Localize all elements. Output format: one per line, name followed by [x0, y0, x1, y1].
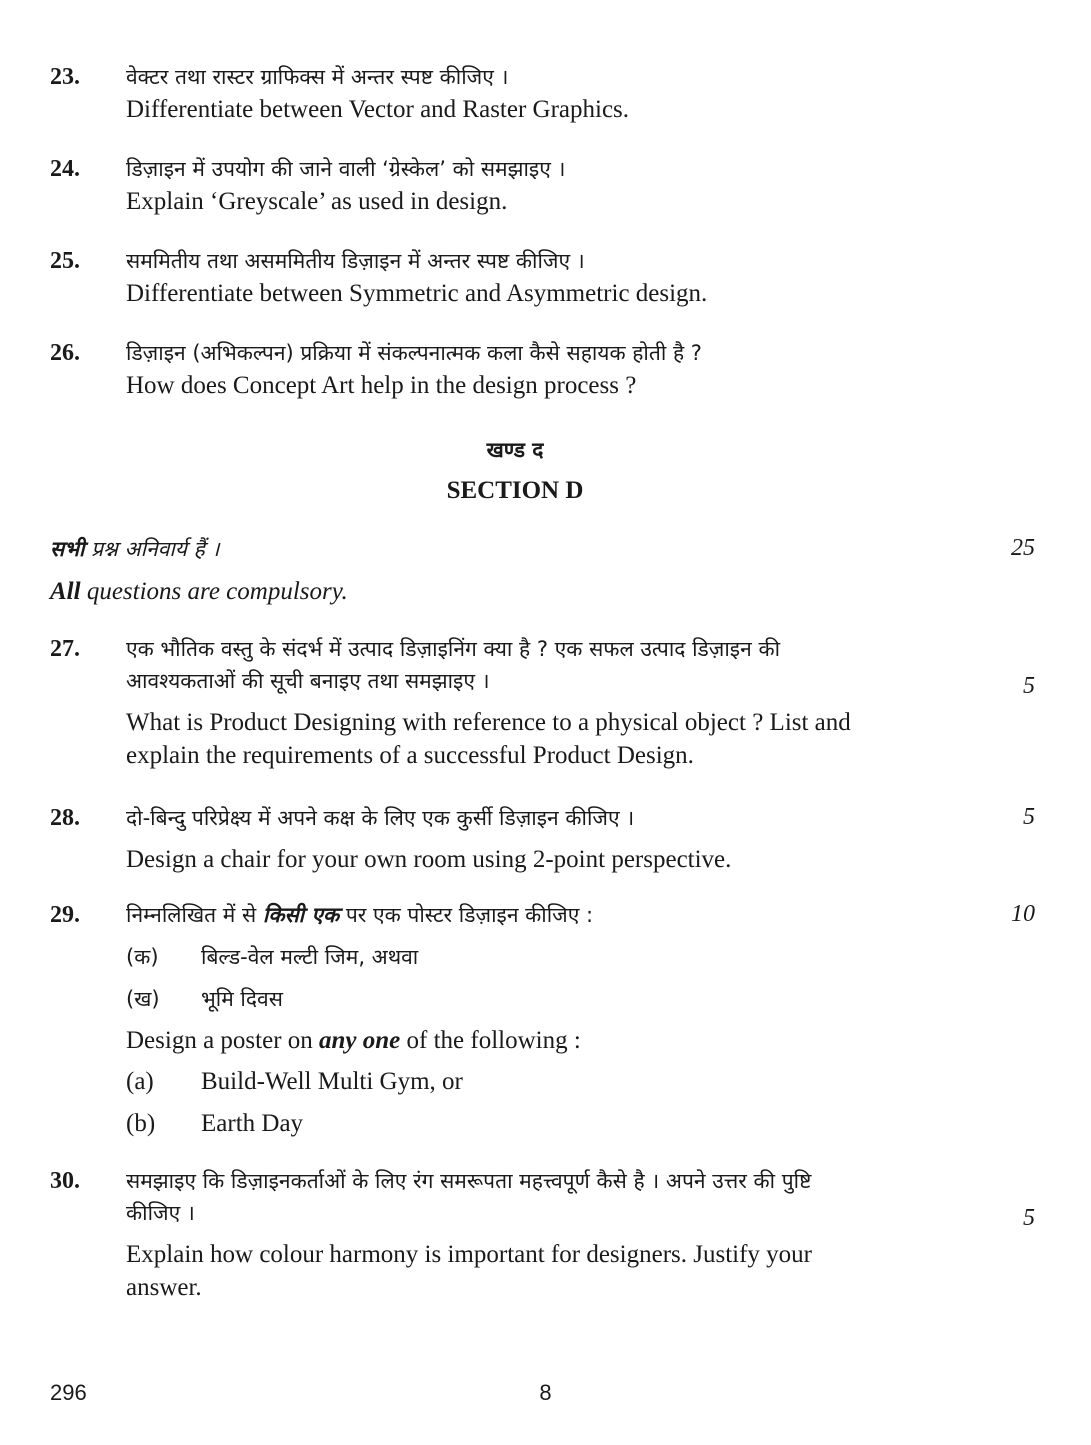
option-b-english: (b) Earth Day — [126, 1110, 304, 1137]
question-hindi-line: एक भौतिक वस्तु के संदर्भ में उत्पाद डिज़ाइनिंग क्या है ? एक सफल उत्पाद डिज़ाइन की — [126, 637, 781, 661]
page-number: 8 — [539, 1380, 552, 1405]
question-english: Explain ‘Greyscale’ as used in design. — [126, 188, 508, 215]
option-a-english: (a) Build-Well Multi Gym, or — [126, 1068, 463, 1095]
question-hindi-line: कीजिए । — [126, 1201, 195, 1225]
question-english-line: What is Product Designing with reference to a physical object ? List and — [126, 709, 851, 736]
option-b-hindi: (ख) भूमि दिवस — [126, 987, 283, 1011]
question-number: 24. — [50, 156, 80, 182]
question-marks: 10 — [1011, 901, 1035, 927]
question-marks: 5 — [1023, 1205, 1035, 1231]
question-hindi: सममितीय तथा असममितीय डिज़ाइन में अन्तर स्पष्ट कीजिए । — [126, 249, 585, 273]
question-english: Differentiate between Symmetric and Asymmetric design. — [126, 280, 708, 307]
question-30 — [50, 1165, 1035, 1304]
question-29 — [50, 899, 1035, 1140]
question-number: 26. — [50, 340, 80, 366]
question-number: 30. — [50, 1168, 80, 1194]
instruction-english: All questions are compulsory. — [50, 578, 348, 605]
question-24 — [50, 153, 1040, 218]
section-title: SECTION D — [446, 477, 584, 504]
question-hindi: दो-बिन्दु परिप्रेक्ष्य में अपने कक्ष के लिए एक कुर्सी डिज़ाइन कीजिए । — [126, 806, 635, 830]
question-marks: 5 — [1023, 673, 1035, 699]
question-hindi-line: आवश्यकताओं की सूची बनाइए तथा समझाइए । — [126, 669, 490, 693]
section-marks: 25 — [1011, 535, 1035, 561]
question-english: Design a chair for your own room using 2-point perspective. — [126, 846, 732, 873]
question-marks: 5 — [1023, 804, 1035, 830]
question-26 — [50, 337, 1040, 402]
section-title-hindi: खण्ड द — [486, 438, 544, 462]
question-english-line: Explain how colour harmony is important for designers. Justify your — [126, 1241, 812, 1268]
question-english-line: explain the requirements of a successful Product Design. — [126, 742, 694, 769]
question-english: Differentiate between Vector and Raster Graphics. — [126, 96, 630, 123]
instruction-hindi: सभी प्रश्न अनिवार्य हैं । — [50, 537, 220, 561]
question-hindi: निम्नलिखित में से किसी एक पर एक पोस्टर डिज़ाइन कीजिए : — [126, 903, 594, 927]
question-25 — [50, 245, 1040, 310]
question-number: 29. — [50, 902, 80, 928]
question-23 — [50, 61, 1040, 126]
question-hindi-line: समझाइए कि डिज़ाइनकर्ताओं के लिए रंग समरूपता महत्त्वपूर्ण कैसे है । अपने उत्तर की पुष्टि — [126, 1169, 812, 1193]
question-hindi: वेक्टर तथा रास्टर ग्राफिक्स में अन्तर स्पष्ट कीजिए । — [126, 65, 509, 89]
question-27 — [50, 633, 1035, 772]
question-28 — [50, 802, 1035, 876]
question-number: 23. — [50, 64, 80, 90]
question-hindi: डिज़ाइन (अभिकल्पन) प्रक्रिया में संकल्पनात्मक कला कैसे सहायक होती है ? — [126, 341, 702, 365]
question-hindi: डिज़ाइन में उपयोग की जाने वाली ‘ग्रेस्केल’ को समझाइए । — [126, 157, 566, 181]
question-english-line: answer. — [126, 1274, 202, 1301]
paper-code: 296 — [50, 1380, 87, 1405]
section-instructions — [50, 533, 1035, 608]
question-number: 27. — [50, 636, 80, 662]
question-number: 28. — [50, 805, 80, 831]
question-number: 25. — [50, 248, 80, 274]
question-english: How does Concept Art help in the design process ? — [126, 372, 637, 399]
option-a-hindi: (क) बिल्ड-वेल मल्टी जिम, अथवा — [126, 945, 419, 969]
question-english: Design a poster on any one of the following : — [126, 1027, 581, 1054]
